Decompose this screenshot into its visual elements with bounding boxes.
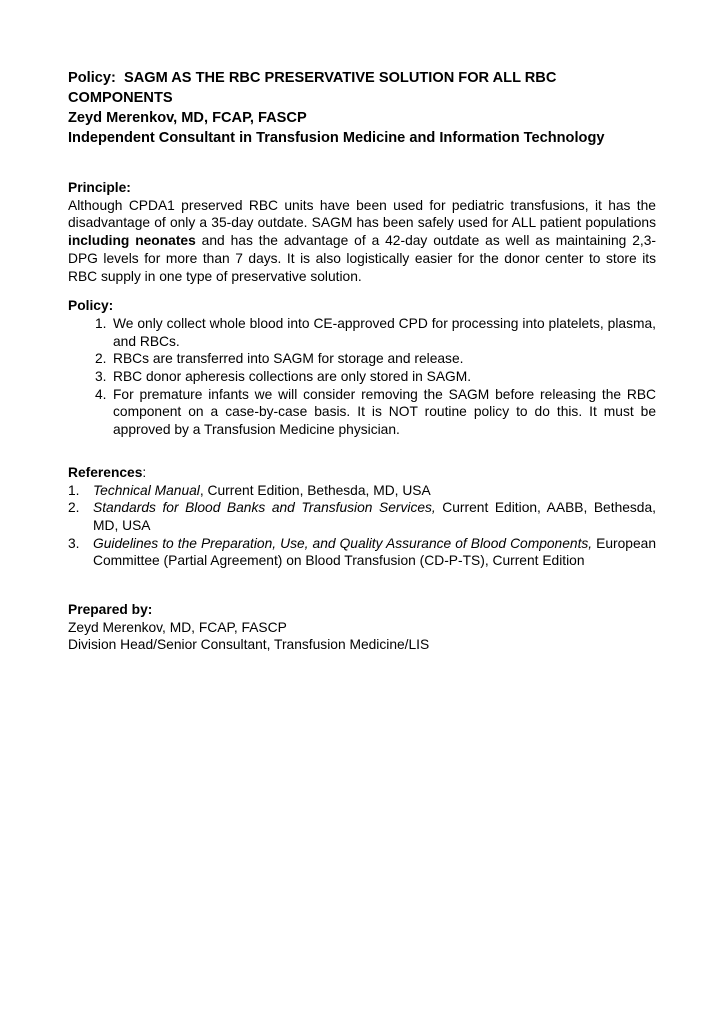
principle-text-before: Although CPDA1 preserved RBC units have been used for pediatric transfusions, it has the disadvantage of only a 35-day outdate. SAGM has been safely used for ALL patient populations bbox=[68, 197, 656, 231]
reference-item-1-number: 1. bbox=[68, 482, 80, 498]
reference-item-1-title: Technical Manual bbox=[93, 482, 200, 498]
references-heading bbox=[68, 464, 656, 482]
reference-item-3-title: Guidelines to the Preparation, Use, and Quality Assurance of Blood Components, bbox=[93, 535, 593, 551]
principle-body bbox=[68, 197, 656, 286]
policy-list bbox=[68, 315, 656, 439]
policy-item-3 bbox=[68, 368, 656, 386]
reference-item-1 bbox=[68, 482, 656, 500]
principle-heading: Principle: bbox=[68, 180, 131, 195]
policy-item-1 bbox=[68, 315, 656, 350]
references-heading-colon: : bbox=[142, 464, 147, 480]
policy-heading: Policy: bbox=[68, 298, 114, 314]
reference-item-2-title: Standards for Blood Banks and Transfusion Services, bbox=[93, 500, 436, 516]
author-name: Zeyd Merenkov, MD, FCAP, FASCP bbox=[68, 110, 307, 126]
prepared-by-heading: Prepared by: bbox=[68, 602, 153, 618]
reference-item-3-number: 3. bbox=[68, 535, 80, 551]
policy-item-1-text: We only collect whole blood into CE-approved CPD for processing into platelets, plasma, and RBCs. bbox=[113, 315, 656, 349]
reference-item-1-rest: , Current Edition, Bethesda, MD, USA bbox=[199, 482, 431, 498]
prepared-by-role: Division Head/Senior Consultant, Transfusion Medicine/LIS bbox=[68, 637, 430, 653]
policy-item-4 bbox=[68, 386, 656, 439]
policy-item-2 bbox=[68, 350, 656, 368]
document-header bbox=[68, 68, 656, 148]
prepared-by-name: Zeyd Merenkov, MD, FCAP, FASCP bbox=[68, 619, 287, 635]
principle-section bbox=[68, 179, 656, 285]
prepared-by-section bbox=[68, 601, 656, 654]
policy-item-4-number: 4. bbox=[95, 386, 107, 402]
title-line-2: COMPONENTS bbox=[68, 90, 173, 106]
policy-section bbox=[68, 297, 656, 439]
author-role: Independent Consultant in Transfusion Medicine and Information Technology bbox=[68, 130, 605, 146]
policy-item-3-number: 3. bbox=[95, 369, 107, 385]
reference-item-2-number: 2. bbox=[68, 500, 80, 516]
principle-text-after: and has the advantage of a 42-day outdate as well as maintaining 2,3-DPG levels for more than 7 days. It is also logistically easier for the donor center to store its RBC supply in one type of preservative solution. bbox=[68, 233, 656, 284]
references-heading-word: References bbox=[68, 464, 143, 480]
policy-item-3-text: RBC donor apheresis collections are only stored in SAGM. bbox=[113, 369, 472, 385]
reference-item-3-rest: European Committee (Partial Agreement) on Blood Transfusion (CD-P-TS), Current Edition bbox=[93, 535, 657, 569]
reference-item-2-rest: Current Edition, AABB, Bethesda, MD, USA bbox=[93, 500, 656, 533]
references-list bbox=[68, 482, 656, 571]
principle-text-bold: including neonates bbox=[68, 233, 196, 249]
policy-item-4-text: For premature infants we will consider removing the SAGM before releasing the RBC component on a case-by-case basis. It is NOT routine policy to do this. It must be approved by a Transfusion Medicine physician. bbox=[113, 386, 656, 438]
references-section bbox=[68, 464, 656, 570]
title-line-1: Policy: SAGM AS THE RBC PRESERVATIVE SOLUTION FOR ALL RBC bbox=[68, 70, 557, 86]
document-title bbox=[68, 68, 656, 108]
reference-item-3 bbox=[68, 535, 656, 570]
policy-item-1-number: 1. bbox=[95, 315, 107, 331]
policy-item-2-number: 2. bbox=[95, 351, 107, 367]
policy-item-2-text: RBCs are transferred into SAGM for storage and release. bbox=[113, 351, 464, 367]
reference-item-2 bbox=[68, 499, 656, 534]
